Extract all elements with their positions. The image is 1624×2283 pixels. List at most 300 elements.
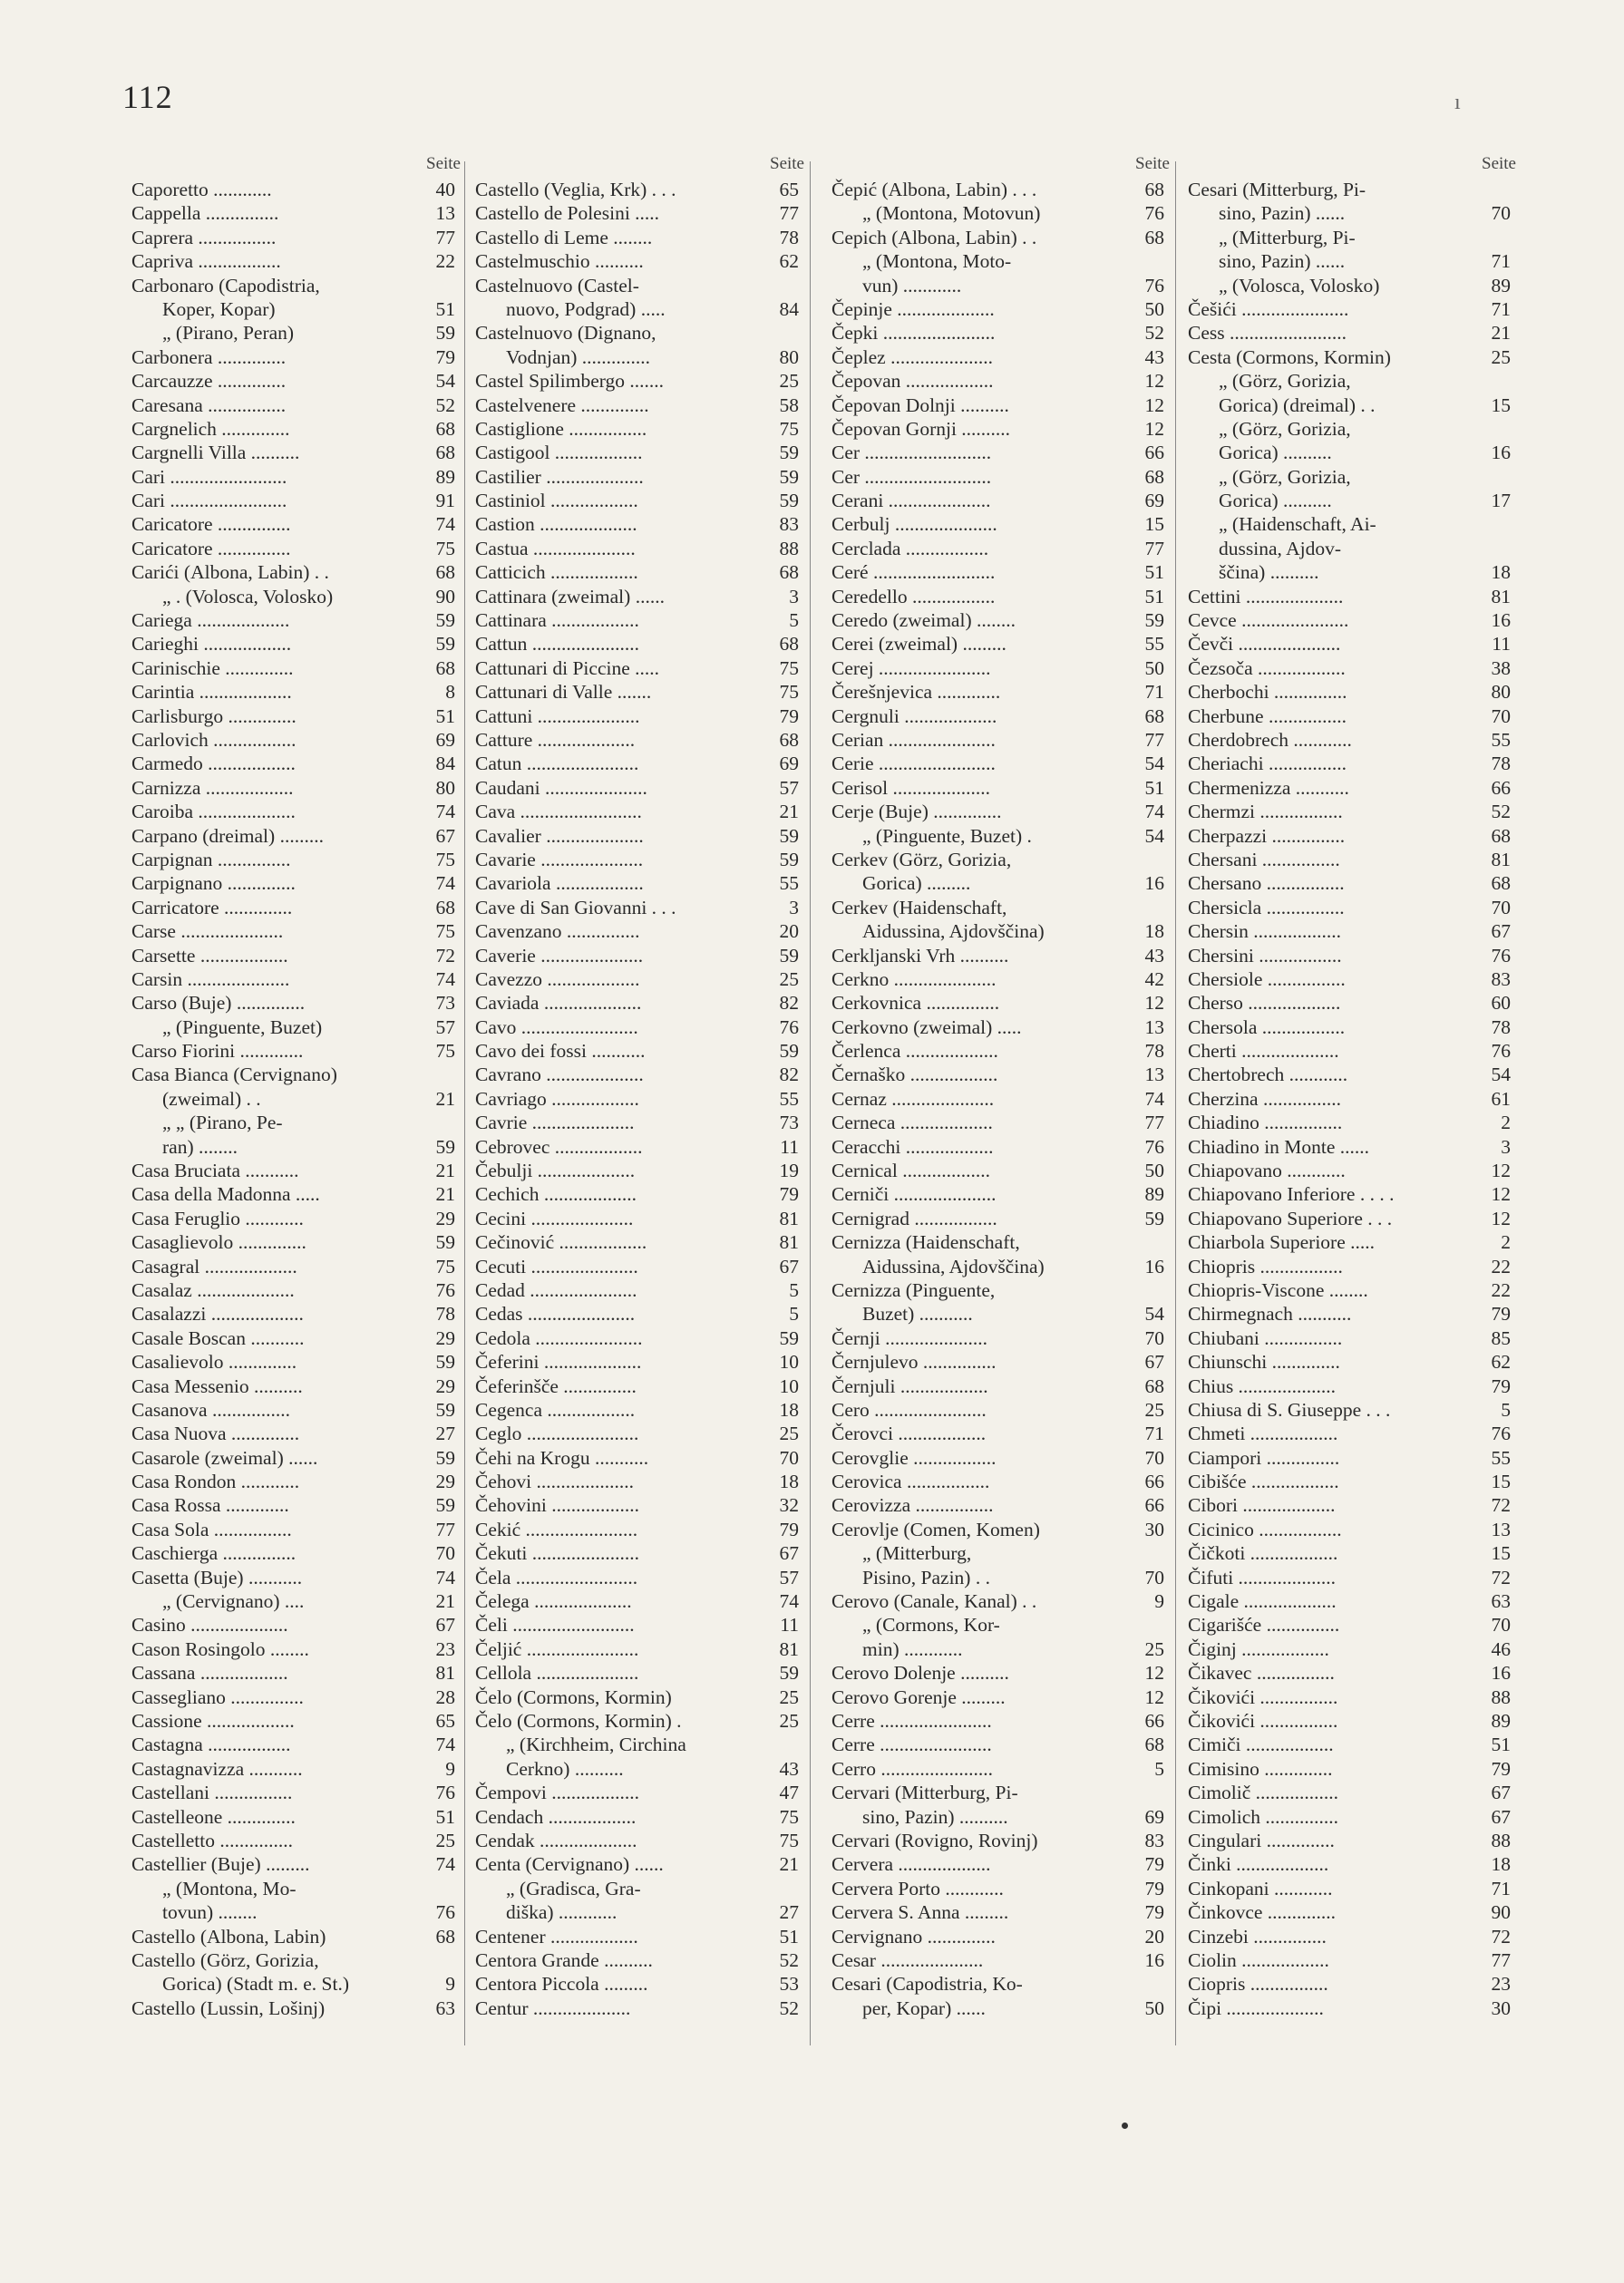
index-entry xyxy=(131,1087,461,1111)
entry-name: Carnizza .................. xyxy=(131,776,294,799)
entry-name: Čerešnjevica ............. xyxy=(831,681,1001,704)
entry-page: 72 xyxy=(1491,1925,1511,1948)
entry-name: Čehi na Krogu ........... xyxy=(475,1446,649,1469)
index-entry xyxy=(475,1182,804,1206)
index-entry xyxy=(1188,321,1516,345)
entry-name: Castelvenere .............. xyxy=(475,393,649,416)
entry-name: Chermzi ................. xyxy=(1188,801,1343,823)
entry-page: 12 xyxy=(1144,393,1164,416)
index-entry xyxy=(1188,1207,1516,1230)
entry-name: Čikavec ................ xyxy=(1188,1662,1335,1685)
index-entry xyxy=(131,537,461,560)
index-entry xyxy=(1188,1613,1516,1637)
entry-page: 59 xyxy=(435,1494,455,1517)
entry-name: „ (Mitterburg, Pi- xyxy=(1219,226,1356,248)
entry-name: „ (Volosca, Volosko) xyxy=(1219,274,1380,296)
index-entry xyxy=(1188,1493,1516,1517)
entry-name: Carići (Albona, Labin) . . xyxy=(131,561,329,584)
entry-name: Castello (Görz, Gorizia, xyxy=(131,1948,319,1971)
column-rows xyxy=(1188,178,1516,2020)
entry-name: Buzet) ........... xyxy=(862,1303,973,1326)
index-entry xyxy=(1188,1182,1516,1206)
entry-page: 75 xyxy=(435,537,455,559)
entry-name: Cevce ...................... xyxy=(1188,609,1349,632)
index-entry xyxy=(131,824,461,848)
index-entry xyxy=(1188,560,1516,584)
entry-page: 75 xyxy=(435,920,455,943)
index-entry xyxy=(1188,1852,1516,1876)
index-entry xyxy=(131,1757,461,1781)
entry-name: Chersicla ................ xyxy=(1188,896,1345,918)
entry-page: 67 xyxy=(1491,1805,1511,1828)
entry-page: 22 xyxy=(1491,1255,1511,1278)
index-entry xyxy=(131,1948,461,1972)
entry-page: 25 xyxy=(779,1710,799,1732)
entry-page: 66 xyxy=(1144,1494,1164,1517)
entry-page: 72 xyxy=(1491,1566,1511,1588)
entry-name: Castelletto ............... xyxy=(131,1829,293,1851)
index-entry xyxy=(131,608,461,632)
entry-page: 12 xyxy=(1491,1207,1511,1229)
index-entry xyxy=(831,896,1170,919)
index-entry xyxy=(131,1302,461,1326)
index-entry xyxy=(831,1207,1170,1230)
index-entry xyxy=(831,728,1170,752)
entry-name: Cecini ..................... xyxy=(475,1207,634,1229)
entry-page: 10 xyxy=(779,1351,799,1374)
entry-name: Cherpazzi ............... xyxy=(1188,824,1346,847)
entry-page: 51 xyxy=(435,1805,455,1828)
entry-page: 16 xyxy=(1491,609,1511,632)
page-number: 112 xyxy=(122,79,173,115)
index-entry xyxy=(131,1661,461,1685)
entry-name: Cherbune ................ xyxy=(1188,704,1347,727)
index-entry xyxy=(1188,848,1516,871)
entry-page: 68 xyxy=(779,561,799,584)
entry-page: 70 xyxy=(1144,1326,1164,1349)
entry-page: 52 xyxy=(779,1948,799,1971)
entry-name: Cerneca ................... xyxy=(831,1112,993,1134)
entry-page: 13 xyxy=(1144,1015,1164,1038)
index-entry xyxy=(831,1925,1170,1948)
entry-name: „ (Pinguente, Buzet) . xyxy=(862,824,1032,847)
index-entry xyxy=(1188,728,1516,752)
index-entry xyxy=(831,1829,1170,1852)
index-entry xyxy=(131,896,461,919)
entry-name: Carbonaro (Capodistria, xyxy=(131,274,320,296)
index-entry xyxy=(1188,1757,1516,1781)
index-entry xyxy=(475,991,804,1015)
entry-page: 66 xyxy=(1144,1471,1164,1493)
entry-name: Castello (Veglia, Krk) . . . xyxy=(475,179,676,200)
index-entry xyxy=(1188,249,1516,273)
entry-name: Carse ..................... xyxy=(131,920,284,943)
column-rows xyxy=(831,178,1170,2020)
entry-page: 5 xyxy=(1154,1757,1164,1780)
entry-page: 77 xyxy=(1491,1948,1511,1971)
entry-name: Cari ........................ xyxy=(131,465,287,488)
entry-name: Čikovići ................ xyxy=(1188,1686,1338,1708)
entry-name: Chermenizza ........... xyxy=(1188,776,1349,799)
index-entry xyxy=(831,489,1170,512)
index-entry xyxy=(475,1541,804,1565)
entry-page: 77 xyxy=(435,1518,455,1540)
index-entry xyxy=(131,704,461,728)
index-entry xyxy=(131,1015,461,1039)
entry-name: Cerkljanski Vrh .......... xyxy=(831,944,1009,967)
index-entry xyxy=(475,1230,804,1254)
entry-page: 74 xyxy=(779,1590,799,1613)
index-entry xyxy=(831,441,1170,464)
index-entry xyxy=(475,297,804,321)
entry-name: ran) ........ xyxy=(162,1135,238,1158)
index-entry xyxy=(1188,656,1516,680)
entry-name: Cerro ....................... xyxy=(831,1757,993,1780)
entry-page: 59 xyxy=(435,1135,455,1158)
index-entry xyxy=(831,537,1170,560)
entry-page: 18 xyxy=(1491,561,1511,584)
entry-page: 43 xyxy=(1144,944,1164,967)
entry-name: Čerlenca ................... xyxy=(831,1040,998,1063)
entry-page: 88 xyxy=(1491,1686,1511,1708)
entry-page: 79 xyxy=(1491,1757,1511,1780)
index-entry xyxy=(1188,800,1516,823)
entry-name: Chersin .................. xyxy=(1188,920,1342,943)
index-entry xyxy=(831,369,1170,393)
index-entry xyxy=(1188,1900,1516,1924)
index-entry xyxy=(131,1518,461,1541)
entry-page: 10 xyxy=(779,1375,799,1397)
entry-name: Casa Rossa ............. xyxy=(131,1494,289,1517)
entry-name: Castagna ................. xyxy=(131,1734,291,1756)
entry-name: Cervignano .............. xyxy=(831,1925,996,1948)
entry-page: 43 xyxy=(779,1757,799,1780)
entry-page: 27 xyxy=(779,1901,799,1924)
entry-name: Činki ................... xyxy=(1188,1853,1329,1876)
index-entry xyxy=(1188,1686,1516,1709)
entry-page: 76 xyxy=(1144,1135,1164,1158)
entry-page: 21 xyxy=(779,1853,799,1876)
entry-page: 16 xyxy=(1491,1662,1511,1685)
column-header-seite: Seite xyxy=(1482,154,1516,173)
entry-page: 83 xyxy=(1491,967,1511,990)
entry-name: Castellani ................ xyxy=(131,1782,293,1804)
entry-page: 74 xyxy=(435,967,455,990)
index-entry xyxy=(475,178,804,201)
entry-page: 81 xyxy=(779,1637,799,1660)
entry-page: 80 xyxy=(1491,681,1511,704)
index-entry xyxy=(1188,1589,1516,1613)
entry-page: 15 xyxy=(1491,393,1511,416)
entry-name: Cerovo Gorenje ......... xyxy=(831,1686,1006,1708)
entry-name: Černjuli .................. xyxy=(831,1375,988,1397)
entry-page: 25 xyxy=(779,370,799,393)
entry-page: 20 xyxy=(779,920,799,943)
entry-name: Cavenzano ............... xyxy=(475,920,640,943)
entry-name: Cavo ........................ xyxy=(475,1015,638,1038)
index-entry xyxy=(131,1255,461,1278)
entry-name: Carpignano .............. xyxy=(131,872,296,895)
entry-page: 74 xyxy=(435,513,455,536)
entry-page: 25 xyxy=(1491,345,1511,368)
index-entry xyxy=(831,249,1170,273)
index-entry xyxy=(475,1900,804,1924)
entry-name: Cer .......................... xyxy=(831,442,992,464)
index-entry xyxy=(1188,1039,1516,1063)
entry-name: Cernigrad ................. xyxy=(831,1207,997,1229)
index-entry xyxy=(131,1159,461,1182)
entry-page: 38 xyxy=(1491,656,1511,679)
entry-name: Casalievolo .............. xyxy=(131,1351,297,1374)
entry-page: 30 xyxy=(1144,1518,1164,1540)
index-entry xyxy=(1188,1781,1516,1804)
entry-page: 28 xyxy=(435,1686,455,1708)
entry-name: Čekuti ...................... xyxy=(475,1542,639,1565)
index-entry xyxy=(475,1159,804,1182)
index-entry xyxy=(831,465,1170,489)
index-entry xyxy=(131,1829,461,1852)
entry-page: 88 xyxy=(1491,1829,1511,1851)
index-entry xyxy=(831,1661,1170,1685)
index-entry xyxy=(1188,1661,1516,1685)
index-entry xyxy=(131,1375,461,1398)
entry-name: Catticich .................. xyxy=(475,561,638,584)
entry-page: 3 xyxy=(789,896,799,918)
entry-name: Castilier .................... xyxy=(475,465,644,488)
entry-page: 66 xyxy=(1491,776,1511,799)
index-entry xyxy=(131,1900,461,1924)
index-entry xyxy=(1188,512,1516,536)
index-entry xyxy=(131,1422,461,1445)
entry-page: 11 xyxy=(1492,633,1511,656)
index-entry xyxy=(475,1446,804,1470)
index-entry xyxy=(1188,1566,1516,1589)
entry-page: 76 xyxy=(1491,1423,1511,1445)
index-entry xyxy=(1188,1518,1516,1541)
entry-name: Centora Piccola ......... xyxy=(475,1973,648,1996)
entry-page: 12 xyxy=(1144,417,1164,440)
index-entry xyxy=(475,776,804,800)
index-entry xyxy=(1188,752,1516,775)
index-entry xyxy=(1188,871,1516,895)
entry-name: Cer .......................... xyxy=(831,465,992,488)
entry-name: Castion .................... xyxy=(475,513,637,536)
entry-name: Cason Rosingolo ........ xyxy=(131,1637,309,1660)
entry-page: 12 xyxy=(1491,1160,1511,1182)
index-entry xyxy=(475,585,804,608)
entry-name: Čepovan .................. xyxy=(831,370,994,393)
index-entry xyxy=(1188,489,1516,512)
index-entry xyxy=(831,1972,1170,1996)
index-entry xyxy=(131,800,461,823)
entry-page: 69 xyxy=(1144,490,1164,512)
entry-page: 54 xyxy=(435,370,455,393)
index-entry xyxy=(475,274,804,297)
entry-name: Gorica) (Stadt m. e. St.) xyxy=(162,1973,349,1996)
index-entry xyxy=(475,1948,804,1972)
entry-page: 68 xyxy=(779,728,799,751)
entry-name: Cibišće .................. xyxy=(1188,1471,1339,1493)
entry-name: Cernizza (Haidenschaft, xyxy=(831,1231,1020,1254)
entry-page: 71 xyxy=(1491,250,1511,273)
entry-name: Čelega .................... xyxy=(475,1590,632,1613)
entry-page: 74 xyxy=(435,801,455,823)
entry-page: 70 xyxy=(1144,1446,1164,1469)
entry-name: Castiniol .................. xyxy=(475,490,638,512)
entry-page: 46 xyxy=(1491,1637,1511,1660)
index-entry xyxy=(475,1111,804,1134)
entry-page: 57 xyxy=(779,1566,799,1588)
entry-page: 55 xyxy=(779,1087,799,1110)
index-entry xyxy=(831,704,1170,728)
index-entry xyxy=(831,752,1170,775)
entry-page: 67 xyxy=(1491,1782,1511,1804)
index-entry xyxy=(1188,1972,1516,1996)
entry-name: Cerclada ................. xyxy=(831,537,989,559)
entry-page: 67 xyxy=(779,1542,799,1565)
entry-page: 79 xyxy=(1144,1901,1164,1924)
entry-name: Cečinović .................. xyxy=(475,1231,647,1254)
entry-page: 51 xyxy=(1144,585,1164,607)
entry-name: Cero ....................... xyxy=(831,1398,987,1421)
entry-name: Cervera ................... xyxy=(831,1853,991,1876)
footer-dot xyxy=(1122,2123,1128,2129)
column-rows xyxy=(475,178,804,2020)
entry-name: Castelnuovo (Castel- xyxy=(475,274,639,296)
entry-page: 55 xyxy=(1144,633,1164,656)
index-entry xyxy=(475,1661,804,1685)
entry-name: Cerovo Dolenje .......... xyxy=(831,1662,1009,1685)
index-entry xyxy=(475,1709,804,1733)
entry-page: 27 xyxy=(435,1423,455,1445)
index-entry xyxy=(831,1900,1170,1924)
entry-name: Čerovci .................. xyxy=(831,1423,987,1445)
index-entry xyxy=(131,752,461,775)
entry-name: Chersini ................. xyxy=(1188,944,1342,967)
index-entry xyxy=(131,441,461,464)
index-entry xyxy=(831,1015,1170,1039)
entry-page: 68 xyxy=(435,442,455,464)
entry-page: 59 xyxy=(1144,1207,1164,1229)
entry-page: 82 xyxy=(779,1064,799,1086)
entry-name: Carlovich ................. xyxy=(131,728,297,751)
index-entry xyxy=(131,1039,461,1063)
index-entry xyxy=(475,1972,804,1996)
entry-page: 25 xyxy=(1144,1637,1164,1660)
entry-name: Cerovlje (Comen, Komen) xyxy=(831,1518,1040,1540)
index-entry xyxy=(831,1278,1170,1302)
entry-page: 75 xyxy=(779,417,799,440)
entry-name: Chiapovano ............ xyxy=(1188,1160,1346,1182)
top-margin-mark: ı xyxy=(1454,91,1461,114)
index-entry xyxy=(831,1493,1170,1517)
entry-name: Carintia ................... xyxy=(131,681,292,704)
entry-name: Cattunari di Valle ....... xyxy=(475,681,652,704)
entry-page: 53 xyxy=(779,1973,799,1996)
entry-name: Aidussina, Ajdovščina) xyxy=(862,1255,1045,1278)
entry-name: Cattuni ..................... xyxy=(475,704,640,727)
entry-name: dussina, Ajdov- xyxy=(1219,537,1341,559)
entry-page: 2 xyxy=(1501,1231,1511,1254)
entry-page: 5 xyxy=(1501,1398,1511,1421)
index-entry xyxy=(131,297,461,321)
index-entry xyxy=(1188,345,1516,369)
index-entry xyxy=(831,1255,1170,1278)
entry-name: Caudani ..................... xyxy=(475,776,647,799)
entry-page: 77 xyxy=(779,202,799,225)
entry-name: Cavo dei fossi ........... xyxy=(475,1040,646,1063)
index-entry xyxy=(1188,369,1516,393)
entry-page: 54 xyxy=(1144,1303,1164,1326)
entry-page: 54 xyxy=(1144,824,1164,847)
entry-name: Černji ..................... xyxy=(831,1326,987,1349)
entry-name: Casetta (Buje) ........... xyxy=(131,1566,303,1588)
index-entry xyxy=(475,1087,804,1111)
entry-page: 29 xyxy=(435,1471,455,1493)
entry-page: 91 xyxy=(435,490,455,512)
entry-page: 68 xyxy=(1491,824,1511,847)
entry-page: 51 xyxy=(779,1925,799,1948)
entry-page: 9 xyxy=(1154,1590,1164,1613)
index-entry xyxy=(1188,1446,1516,1470)
entry-name: Gorica) ......... xyxy=(862,872,971,895)
entry-page: 58 xyxy=(779,393,799,416)
index-entry xyxy=(831,1039,1170,1063)
entry-page: 68 xyxy=(435,1925,455,1948)
entry-page: 25 xyxy=(779,967,799,990)
entry-page: 82 xyxy=(779,992,799,1015)
index-entry xyxy=(131,369,461,393)
entry-page: 75 xyxy=(435,848,455,870)
entry-name: Cibori ................... xyxy=(1188,1494,1336,1517)
index-entry xyxy=(131,919,461,943)
entry-page: 16 xyxy=(1144,1948,1164,1971)
index-entry xyxy=(1188,1063,1516,1086)
index-entry xyxy=(131,656,461,680)
entry-name: Cingulari .............. xyxy=(1188,1829,1335,1851)
entry-name: Cerkev (Görz, Gorizia, xyxy=(831,848,1012,870)
entry-name: sino, Pazin) .......... xyxy=(862,1805,1008,1828)
entry-page: 21 xyxy=(435,1160,455,1182)
index-entry xyxy=(131,1230,461,1254)
entry-name: „ . (Volosca, Volosko) xyxy=(162,585,334,607)
index-entry xyxy=(131,680,461,704)
entry-name: Cattunari di Piccine ..... xyxy=(475,656,660,679)
index-entry xyxy=(131,1877,461,1900)
entry-name: Ciopris ................ xyxy=(1188,1973,1328,1996)
entry-name: Čehovi .................... xyxy=(475,1471,634,1493)
index-entry xyxy=(1188,537,1516,560)
index-entry xyxy=(131,1111,461,1134)
entry-page: 63 xyxy=(435,1996,455,2019)
entry-page: 21 xyxy=(435,1590,455,1613)
index-entry xyxy=(475,1925,804,1948)
entry-name: „ (Pinguente, Buzet) xyxy=(162,1015,323,1038)
index-entry xyxy=(1188,1326,1516,1350)
entry-name: Cerkovno (zweimal) ..... xyxy=(831,1015,1022,1038)
entry-name: Caverie ..................... xyxy=(475,944,644,967)
entry-page: 59 xyxy=(435,609,455,632)
entry-name: Čepki ....................... xyxy=(831,322,996,345)
entry-page: 89 xyxy=(1491,1710,1511,1732)
entry-page: 63 xyxy=(1491,1590,1511,1613)
entry-name: Cendak .................... xyxy=(475,1829,637,1851)
entry-page: 69 xyxy=(1144,1805,1164,1828)
entry-name: Čepinje .................... xyxy=(831,297,995,320)
entry-name: Castello de Polesini ..... xyxy=(475,202,660,225)
entry-page: 76 xyxy=(1491,1040,1511,1063)
entry-page: 74 xyxy=(435,872,455,895)
